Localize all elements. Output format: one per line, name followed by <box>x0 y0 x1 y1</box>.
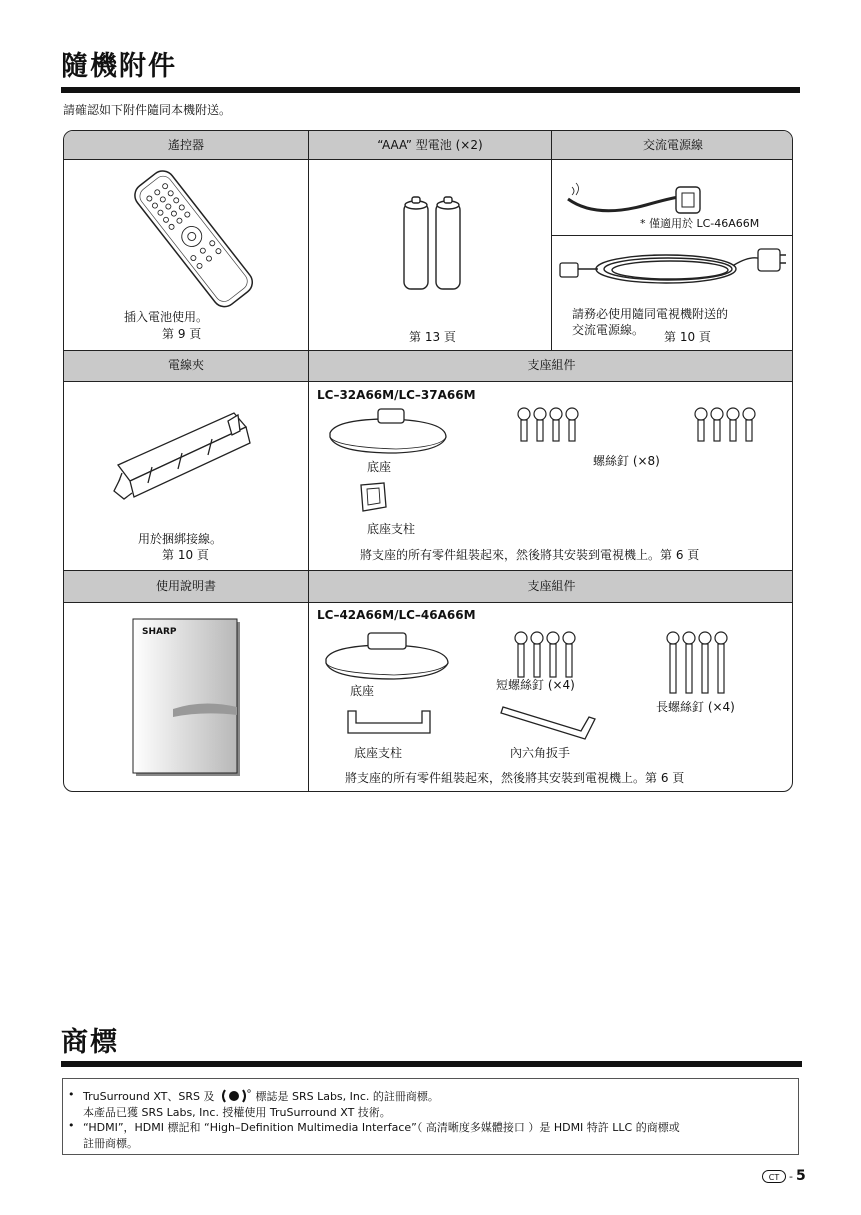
srs-logo-icon <box>220 1089 250 1106</box>
page-number: 5 <box>795 1168 806 1184</box>
page-footer <box>762 1168 806 1184</box>
remote-page-ref: 第 9 頁 <box>162 327 202 341</box>
header-clamp: 電線夾 <box>64 350 308 381</box>
header-manual: 使用說明書 <box>64 570 308 602</box>
stand-2-short-screws-illustration <box>513 631 577 683</box>
clamp-page-ref: 第 10 頁 <box>162 548 209 562</box>
grid-line <box>64 350 793 351</box>
header-battery: “AAA” 型電池 (×2) <box>309 131 551 159</box>
trademarks-title: 商標 <box>61 1027 119 1058</box>
stand-2-short-screws-label: 短螺絲釘 (×4) <box>496 678 575 692</box>
manual-brand: SHARP <box>142 627 177 637</box>
bullet: • <box>68 1088 75 1101</box>
power-cord-note-2: 交流電源線。 <box>572 323 645 337</box>
stand-2-wrench-illustration <box>501 701 597 745</box>
battery-page-ref: 第 13 頁 <box>409 330 456 344</box>
trademarks-rule <box>61 1061 802 1067</box>
stand-1-post-label: 底座支柱 <box>367 522 416 536</box>
header-remote: 遙控器 <box>64 131 308 159</box>
stand-2-models: LC–42A66M/LC–46A66M <box>317 608 476 622</box>
stand-2-post-illustration <box>344 707 434 741</box>
stand-2-long-screws-label: 長螺絲釘 (×4) <box>656 700 735 714</box>
stand-1-note: 將支座的所有零件組裝起來，然後將其安裝到電視機上。第 6 頁 <box>360 548 700 562</box>
grid-line <box>64 570 793 571</box>
power-cord-model-note: * 僅適用於 LC-46A66M <box>640 217 760 230</box>
power-cord-page-ref: 第 10 頁 <box>664 330 711 344</box>
stand-1-models: LC–32A66M/LC–37A66M <box>317 388 476 402</box>
intro-text: 請確認如下附件隨同本機附送。 <box>63 103 232 117</box>
header-power-cord: 交流電源線 <box>552 131 793 159</box>
trademark-item-2-line-2: 註冊商標。 <box>83 1137 138 1150</box>
trademarks-box <box>62 1078 799 1155</box>
grid-line <box>551 131 552 350</box>
manual-booklet-illustration <box>133 619 241 781</box>
bullet: • <box>68 1119 75 1132</box>
grid-line <box>64 159 793 160</box>
remote-control-illustration <box>130 171 260 310</box>
trademark-item-1-text-a: TruSurround XT、SRS 及 <box>83 1090 215 1103</box>
header-stand-2: 支座組件 <box>309 570 793 602</box>
accessories-table <box>63 130 793 792</box>
stand-2-base-label: 底座 <box>350 684 375 698</box>
grid-line <box>308 131 309 792</box>
grid-line <box>64 381 793 382</box>
page-number-separator: - <box>789 1169 793 1183</box>
stand-2-note: 將支座的所有零件組裝起來，然後將其安裝到電視機上。第 6 頁 <box>345 771 685 785</box>
trademark-item-2-line-1: “HDMI”，HDMI 標記和 “High–Definition Multimedia Interface”（ 高清晰度多媒體接口 ）是 HDMI 特許 LLC 的商標或 <box>83 1121 680 1134</box>
header-stand-1: 支座組件 <box>309 350 793 381</box>
stand-1-screws-left-illustration <box>516 407 580 447</box>
language-badge-icon: CT <box>762 1170 786 1183</box>
remote-note: 插入電池使用。 <box>124 310 209 324</box>
stand-1-screws-label: 螺絲釘 (×8) <box>593 454 660 468</box>
stand-1-screws-right-illustration <box>693 407 757 447</box>
stand-1-post-illustration <box>358 481 390 517</box>
stand-2-long-screws-illustration <box>665 631 729 699</box>
stand-2-wrench-label: 內六角扳手 <box>510 746 571 760</box>
title-rule <box>61 87 800 93</box>
cable-clamp-illustration <box>112 403 252 507</box>
trademark-item-1-text-b: 標誌是 SRS Labs, Inc. 的註冊商標。 <box>255 1090 439 1103</box>
power-cord-coiled-illustration <box>558 243 788 299</box>
grid-line <box>64 602 793 603</box>
trademark-item-1-line-2: 本產品已獲 SRS Labs, Inc. 授權使用 TruSurround XT 技術。 <box>83 1106 391 1119</box>
stand-2-post-label: 底座支柱 <box>354 746 403 760</box>
grid-line <box>552 235 793 236</box>
power-cord-note-1: 請務必使用隨同電視機附送的 <box>572 307 729 321</box>
trademark-item-1-line-1 <box>83 1088 439 1106</box>
stand-2-base-illustration <box>322 631 452 685</box>
stand-1-base-illustration <box>326 407 450 459</box>
page-title: 隨機附件 <box>61 51 177 82</box>
clamp-note: 用於捆綁接線。 <box>138 532 223 546</box>
battery-illustration <box>402 195 464 295</box>
stand-1-base-label: 底座 <box>367 460 392 474</box>
